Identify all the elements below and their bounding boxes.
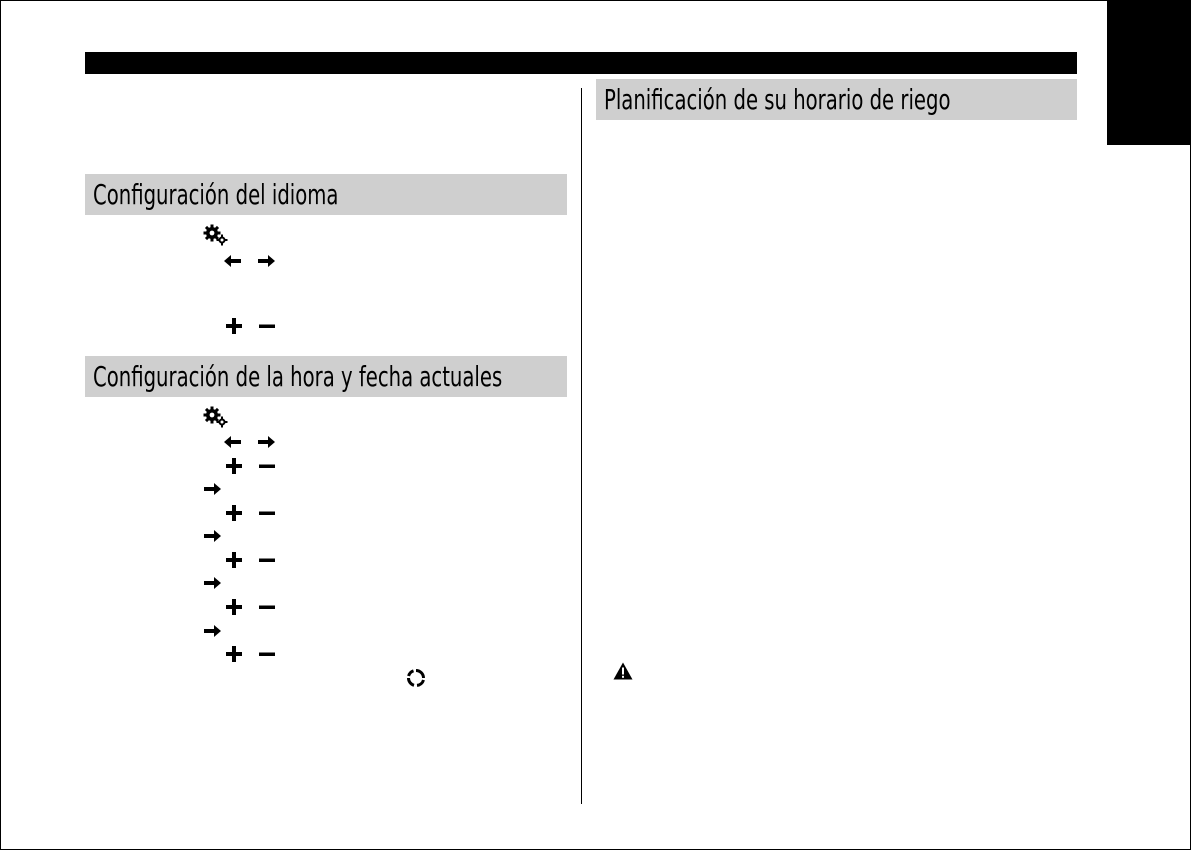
language-heading: [85, 174, 567, 215]
minus-icon: [259, 646, 275, 662]
plus-icon: [226, 505, 242, 521]
arrow-right-icon: [257, 254, 275, 268]
datetime-heading-text: Configuración de la hora y fecha actuales: [93, 360, 503, 393]
plus-icon: [226, 646, 242, 662]
arrow-right-icon: [203, 529, 221, 543]
datetime-heading: [85, 356, 567, 397]
arrow-left-icon: [224, 435, 242, 449]
language-heading-text: Configuración del idioma: [93, 178, 339, 211]
arrow-right-icon: [203, 482, 221, 496]
plus-icon: [226, 458, 242, 474]
minus-icon: [259, 458, 275, 474]
arrow-right-icon: [257, 435, 275, 449]
minus-icon: [259, 599, 275, 615]
arrow-right-icon: [203, 576, 221, 590]
gears-icon: [203, 406, 229, 428]
minus-icon: [259, 505, 275, 521]
header-bar: [85, 52, 1077, 74]
plus-icon: [226, 552, 242, 568]
circular-arrows-icon: [406, 668, 426, 688]
chapter-tab: [1107, 0, 1191, 145]
warning-triangle-icon: [613, 662, 633, 680]
plus-icon: [226, 599, 242, 615]
plus-icon: [226, 318, 242, 334]
schedule-heading-text: Planificación de su horario de riego: [604, 83, 951, 116]
minus-icon: [259, 318, 275, 334]
minus-icon: [259, 552, 275, 568]
arrow-left-icon: [224, 254, 242, 268]
schedule-heading: [596, 79, 1077, 120]
gears-icon: [203, 224, 229, 246]
arrow-right-icon: [203, 624, 221, 638]
column-divider: [581, 88, 582, 804]
